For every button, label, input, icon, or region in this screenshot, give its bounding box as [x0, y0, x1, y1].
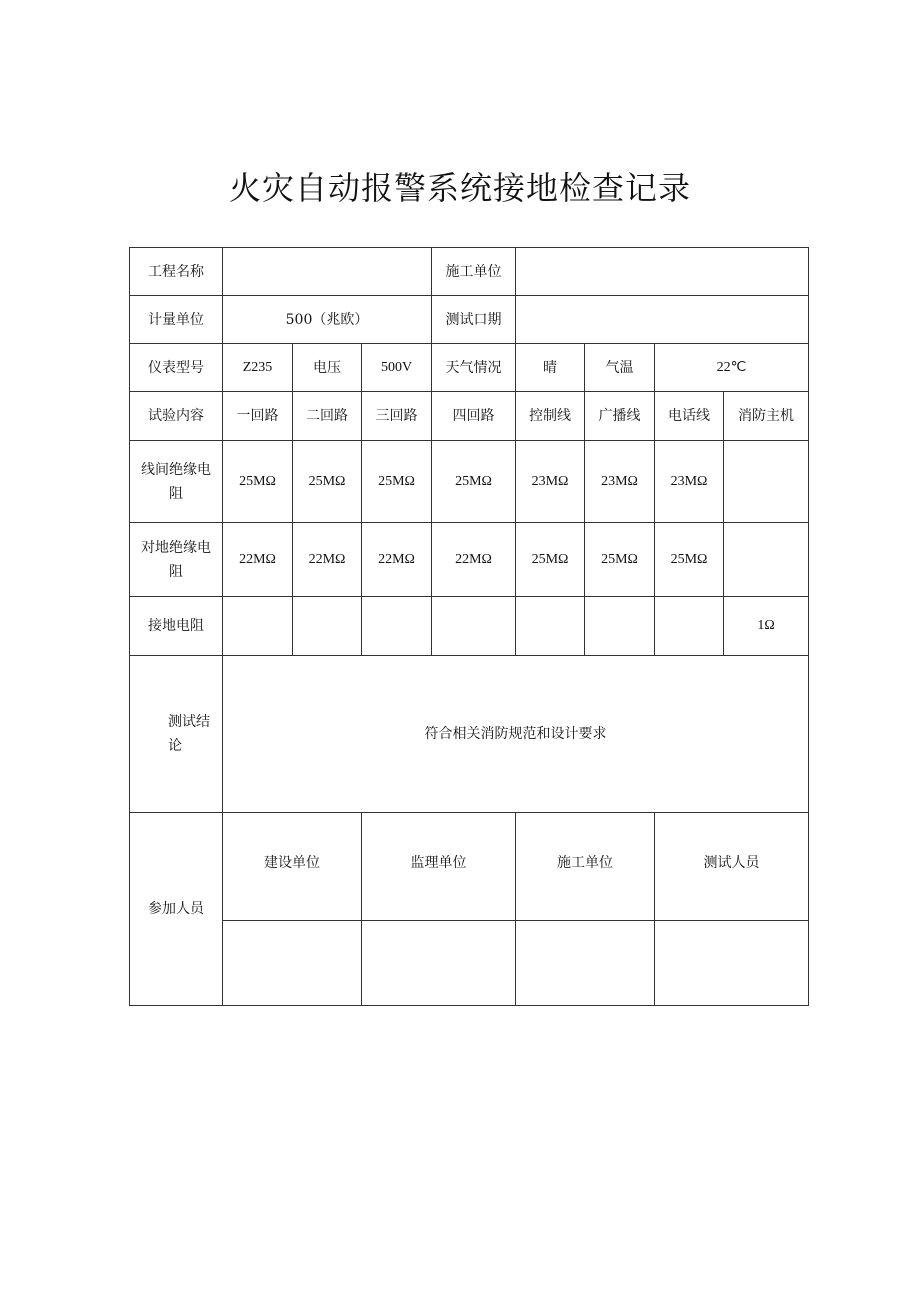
ground-resistance-label: 接地电阻	[130, 597, 223, 656]
temperature-value: 22℃	[655, 344, 809, 392]
test-date-label: 测试口期	[432, 296, 516, 344]
ground-resistance-value	[585, 597, 655, 656]
ground-resistance-value: 1Ω	[724, 597, 809, 656]
instrument-model-label: 仪表型号	[130, 344, 223, 392]
weather-value: 晴	[516, 344, 585, 392]
participant-signature-tester	[655, 921, 809, 1006]
ground-resistance-value	[293, 597, 362, 656]
test-item-broadcast-line: 广播线	[585, 392, 655, 441]
line-insulation-value: 25MΩ	[432, 441, 516, 523]
ground-insulation-value: 22MΩ	[432, 523, 516, 597]
ground-insulation-label: 对地绝缘电阻	[130, 523, 223, 597]
ground-insulation-value: 22MΩ	[362, 523, 432, 597]
line-insulation-value: 25MΩ	[223, 441, 293, 523]
ground-insulation-value	[724, 523, 809, 597]
table-row	[130, 392, 809, 441]
page-title: 火灾自动报警系统接地检查记录	[228, 169, 691, 207]
participant-signature-contractor	[516, 921, 655, 1006]
table-row	[130, 296, 809, 344]
table-row	[130, 656, 809, 813]
test-item-phone-line: 电话线	[655, 392, 724, 441]
ground-insulation-value: 22MΩ	[293, 523, 362, 597]
line-insulation-value: 23MΩ	[655, 441, 724, 523]
participant-role-tester: 测试人员	[655, 813, 809, 921]
ground-resistance-value	[362, 597, 432, 656]
ground-insulation-value: 25MΩ	[655, 523, 724, 597]
table-row	[130, 921, 809, 1006]
test-item-circuit-4: 四回路	[432, 392, 516, 441]
participant-signature-owner	[223, 921, 362, 1006]
project-name-value	[223, 248, 432, 296]
inspection-record-table	[129, 247, 809, 1006]
voltage-label: 电压	[293, 344, 362, 392]
line-insulation-value: 23MΩ	[585, 441, 655, 523]
ground-resistance-value	[516, 597, 585, 656]
participant-signature-supervisor	[362, 921, 516, 1006]
measure-unit-value: 500（兆欧）	[223, 296, 432, 344]
line-insulation-value: 25MΩ	[293, 441, 362, 523]
test-item-control-line: 控制线	[516, 392, 585, 441]
ground-insulation-value: 25MΩ	[516, 523, 585, 597]
table-row	[130, 344, 809, 392]
conclusion-value: 符合相关消防规范和设计要求	[223, 656, 809, 813]
conclusion-label: 测试结论	[130, 656, 223, 813]
table-row	[130, 813, 809, 921]
weather-label: 天气情况	[432, 344, 516, 392]
test-item-circuit-1: 一回路	[223, 392, 293, 441]
table-row	[130, 523, 809, 597]
test-item-circuit-2: 二回路	[293, 392, 362, 441]
table-row	[130, 248, 809, 296]
line-insulation-label: 线间绝缘电阻	[130, 441, 223, 523]
participant-role-supervisor: 监理单位	[362, 813, 516, 921]
line-insulation-value: 23MΩ	[516, 441, 585, 523]
participant-role-contractor: 施工单位	[516, 813, 655, 921]
test-items-label: 试验内容	[130, 392, 223, 441]
instrument-model-value: Z235	[223, 344, 293, 392]
line-insulation-value	[724, 441, 809, 523]
ground-resistance-value	[655, 597, 724, 656]
ground-insulation-value: 25MΩ	[585, 523, 655, 597]
voltage-value: 500V	[362, 344, 432, 392]
table-row	[130, 441, 809, 523]
line-insulation-value: 25MΩ	[362, 441, 432, 523]
test-date-value	[516, 296, 809, 344]
measure-unit-label: 计量单位	[130, 296, 223, 344]
ground-resistance-value	[432, 597, 516, 656]
test-item-circuit-3: 三回路	[362, 392, 432, 441]
participants-label: 参加人员	[130, 813, 223, 1006]
ground-resistance-value	[223, 597, 293, 656]
project-name-label: 工程名称	[130, 248, 223, 296]
ground-insulation-value: 22MΩ	[223, 523, 293, 597]
participant-role-owner: 建设单位	[223, 813, 362, 921]
temperature-label: 气温	[585, 344, 655, 392]
test-item-fire-panel: 消防主机	[724, 392, 809, 441]
contractor-value	[516, 248, 809, 296]
table-row	[130, 597, 809, 656]
contractor-label: 施工单位	[432, 248, 516, 296]
